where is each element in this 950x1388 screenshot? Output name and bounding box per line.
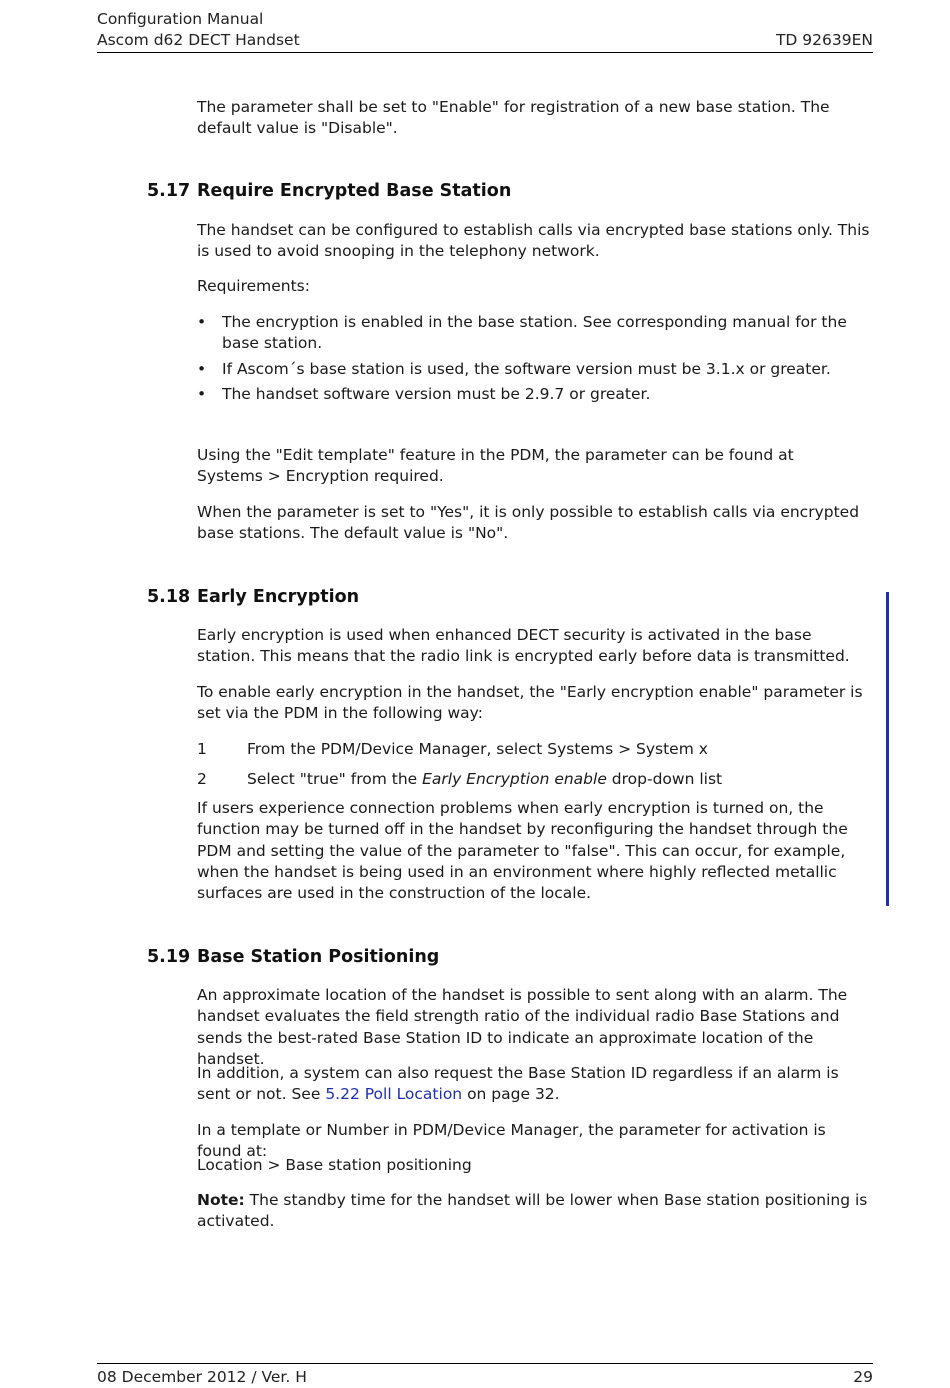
paragraph-text: In addition, a system can also request the Base Station ID regardless if an alarm is sent or not. See — [197, 1064, 839, 1104]
paragraph: When the parameter is set to "Yes", it is only possible to establish calls via encrypted base stations. The default value is "No". — [197, 503, 860, 543]
list-item-text: If Ascom´s base station is used, the software version must be 3.1.x or greater. — [222, 360, 831, 378]
paragraph: To enable early encryption in the handset, the "Early encryption enable" parameter is set via the PDM in the following way: — [197, 683, 863, 723]
header-rule — [97, 52, 873, 53]
step-number: 2 — [197, 770, 207, 788]
paragraph — [197, 1063, 873, 1106]
section-title: Require Encrypted Base Station — [197, 181, 512, 201]
paragraph — [197, 445, 873, 488]
paragraph-line: Using the "Edit template" feature in the PDM, the parameter can be found at — [197, 446, 794, 464]
paragraph-text: on page 32. — [462, 1085, 560, 1104]
step-text-post: drop-down list — [606, 770, 723, 788]
section-heading-5-17 — [147, 181, 511, 201]
note-label: Note: — [197, 1191, 245, 1209]
note-paragraph — [197, 1190, 873, 1233]
header-title: Configuration Manual — [97, 10, 264, 28]
section-title: Early Encryption — [197, 587, 360, 607]
footer-date-version: 08 December 2012 / Ver. H — [97, 1368, 307, 1386]
step-text-emphasis: Early Encryption enable — [422, 770, 607, 788]
page-number: 29 — [853, 1368, 873, 1386]
section-heading-5-18 — [147, 587, 359, 607]
paragraph: In a template or Number in PDM/Device Manager, the parameter for activation is found at: — [197, 1121, 826, 1161]
footer-rule — [97, 1363, 873, 1364]
step-text: From the PDM/Device Manager, select Systems > System x — [247, 740, 708, 758]
paragraph: Requirements: — [197, 277, 310, 295]
section-number: 5.19 — [147, 947, 191, 967]
header-doc-id: TD 92639EN — [775, 31, 873, 49]
bullet-icon: • — [197, 313, 207, 331]
paragraph: The handset can be configured to establish calls via encrypted base stations only. This is used to avoid snooping in the telephony network. — [197, 221, 870, 261]
note-text: The standby time for the handset will be lower when Base station positioning is activated. — [197, 1191, 868, 1231]
section-title: Base Station Positioning — [197, 947, 440, 967]
step-number: 1 — [197, 740, 207, 758]
paragraph: Location > Base station positioning — [197, 1156, 472, 1174]
step-text — [247, 769, 722, 790]
step-text-pre: Select "true" from the — [247, 770, 423, 788]
list-item-text: The handset software version must be 2.9.7 or greater. — [222, 385, 651, 403]
section-number: 5.18 — [147, 587, 191, 607]
intro-paragraph: The parameter shall be set to "Enable" for registration of a new base station. The default value is "Disable". — [197, 98, 830, 138]
section-heading-5-19 — [147, 947, 439, 967]
revision-change-bar — [886, 592, 889, 906]
cross-reference-link[interactable]: 5.22 Poll Location — [325, 1085, 463, 1104]
bullet-icon: • — [197, 385, 207, 403]
list-item-text: The encryption is enabled in the base station. See corresponding manual for the base station. — [222, 313, 847, 353]
paragraph: If users experience connection problems when early encryption is turned on, the function may be turned off in the handset by reconfiguring the handset through the PDM and setting the value of the parameter to "false". This can occur, for example, when the handset is being used in an environment where highly reflected metallic surfaces are used in the construction of the locale. — [197, 799, 848, 903]
paragraph-line: Systems > Encryption required. — [197, 467, 444, 486]
paragraph: An approximate location of the handset is possible to sent along with an alarm. The handset evaluates the field strength ratio of the individual radio Base Stations and sends the best-rated Base Station ID to indicate an approximate location of the handset. — [197, 986, 848, 1068]
header-product: Ascom d62 DECT Handset — [97, 31, 300, 49]
paragraph: Early encryption is used when enhanced DECT security is activated in the base station. This means that the radio link is encrypted early before data is transmitted. — [197, 626, 850, 666]
bullet-icon: • — [197, 360, 207, 378]
section-number: 5.17 — [147, 181, 191, 201]
